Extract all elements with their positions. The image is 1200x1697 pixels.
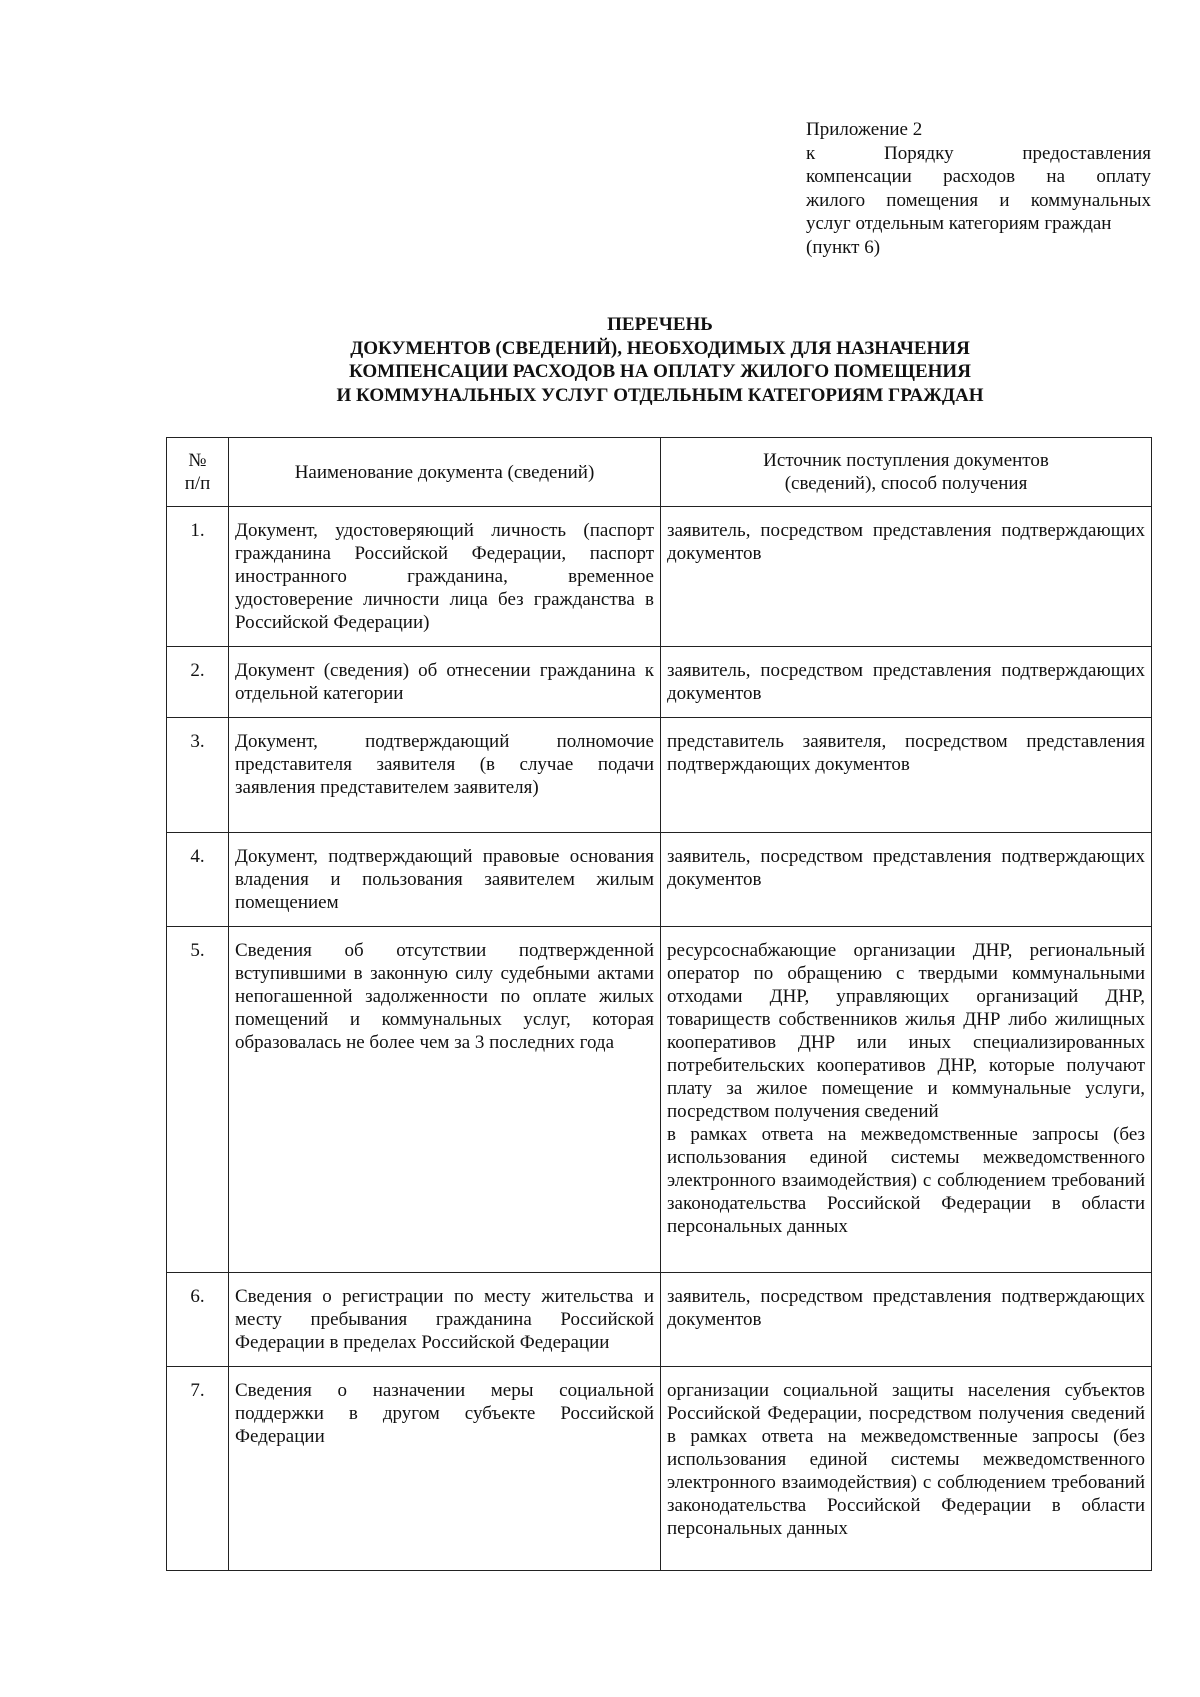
header-number-line: п/п: [184, 473, 211, 494]
row-number: 4.: [167, 833, 229, 927]
row-source-main: ресурсоснабжающие организации ДНР, региональный оператор по обращению с твердыми коммунальными отходами ДНР, управляющих организаций ДНР, товариществ собственников жилья ДНР либо жилищных кооперативов ДНР или иных специализированных потребительских кооперативов ДНР, которые получают плату за жилое помещение и коммунальные услуги, посредством получения сведений: [667, 940, 1145, 1122]
row-number: 1.: [167, 507, 229, 647]
row-number: 2.: [167, 647, 229, 718]
title-line: ДОКУМЕНТОВ (СВЕДЕНИЙ), НЕОБХОДИМЫХ ДЛЯ НАЗНАЧЕНИЯ: [350, 337, 970, 359]
header-number: [167, 438, 229, 507]
row-document-name: Документ, удостоверяющий личность (паспорт гражданина Российской Федерации, паспорт иностранного гражданина, временное удостоверение личности лица без гражданства в Российской Федерации): [229, 507, 661, 647]
table-header-row: [167, 438, 1152, 507]
header-source-line: Источник поступления документов: [763, 450, 1049, 471]
row-source-extra: в рамках ответа на межведомственные запросы (без использования единой системы межведомственного электронного взаимодействия) с соблюдением требований законодательства Российской Федерации в области персональных данных: [667, 1124, 1145, 1237]
row-number: 5.: [167, 927, 229, 1273]
header-name: Наименование документа (сведений): [229, 438, 661, 507]
table-row: [167, 1273, 1152, 1367]
documents-table: [166, 437, 1152, 1571]
header-source-line: (сведений), способ получения: [784, 473, 1028, 494]
row-document-name: Сведения о регистрации по месту жительства и месту пребывания гражданина Российской Федерации в пределах Российской Федерации: [229, 1273, 661, 1367]
row-source: заявитель, посредством представления подтверждающих документов: [661, 1273, 1152, 1367]
row-source: организации социальной защиты населения субъектов Российской Федерации, посредством получения сведений в рамках ответа на межведомственные запросы (без использования единой системы межведомственного электронного взаимодействия) с соблюдением требований законодательства Российской Федерации в области персональных данных: [661, 1367, 1152, 1571]
table-row: [167, 833, 1152, 927]
document-title: [160, 313, 1160, 407]
table-row: [167, 647, 1152, 718]
row-document-name: Документ, подтверждающий полномочие представителя заявителя (в случае подачи заявления представителем заявителя): [229, 718, 661, 833]
title-line: ПЕРЕЧЕНЬ: [607, 314, 713, 335]
row-document-name: Документ, подтверждающий правовые основания владения и пользования заявителем жилым помещением: [229, 833, 661, 927]
row-document-name: Сведения об отсутствии подтвержденной вступившими в законную силу судебными актами непогашенной задолженности по оплате жилых помещений и коммунальных услуг, которая образовалась не более чем за 3 последних года: [229, 927, 661, 1273]
table-row: [167, 1367, 1152, 1571]
row-source: заявитель, посредством представления подтверждающих документов: [661, 507, 1152, 647]
title-line: И КОММУНАЛЬНЫХ УСЛУГ ОТДЕЛЬНЫМ КАТЕГОРИЯМ ГРАЖДАН: [336, 384, 984, 406]
row-number: 7.: [167, 1367, 229, 1571]
title-line: КОМПЕНСАЦИИ РАСХОДОВ НА ОПЛАТУ ЖИЛОГО ПОМЕЩЕНИЯ: [349, 361, 971, 383]
appendix-line: услуг отдельным категориям граждан: [806, 213, 1112, 234]
row-source: [661, 927, 1152, 1273]
header-source: [661, 438, 1152, 507]
table-row: [167, 927, 1152, 1273]
row-source: представитель заявителя, посредством представления подтверждающих документов: [661, 718, 1152, 833]
appendix-line: Приложение 2: [806, 119, 923, 140]
row-number: 3.: [167, 718, 229, 833]
appendix-note: [806, 118, 1151, 259]
row-document-name: Сведения о назначении меры социальной поддержки в другом субъекте Российской Федерации: [229, 1367, 661, 1571]
row-number: 6.: [167, 1273, 229, 1367]
appendix-line: к Порядку предоставления: [806, 142, 1151, 164]
row-source: заявитель, посредством представления подтверждающих документов: [661, 647, 1152, 718]
appendix-line: жилого помещения и коммунальных: [806, 189, 1151, 211]
table-row: [167, 507, 1152, 647]
row-document-name: Документ (сведения) об отнесении гражданина к отдельной категории: [229, 647, 661, 718]
table-row: [167, 718, 1152, 833]
header-number-line: №: [188, 450, 207, 471]
appendix-line: (пункт 6): [806, 236, 881, 258]
row-source: заявитель, посредством представления подтверждающих документов: [661, 833, 1152, 927]
appendix-line: компенсации расходов на оплату: [806, 166, 1151, 187]
